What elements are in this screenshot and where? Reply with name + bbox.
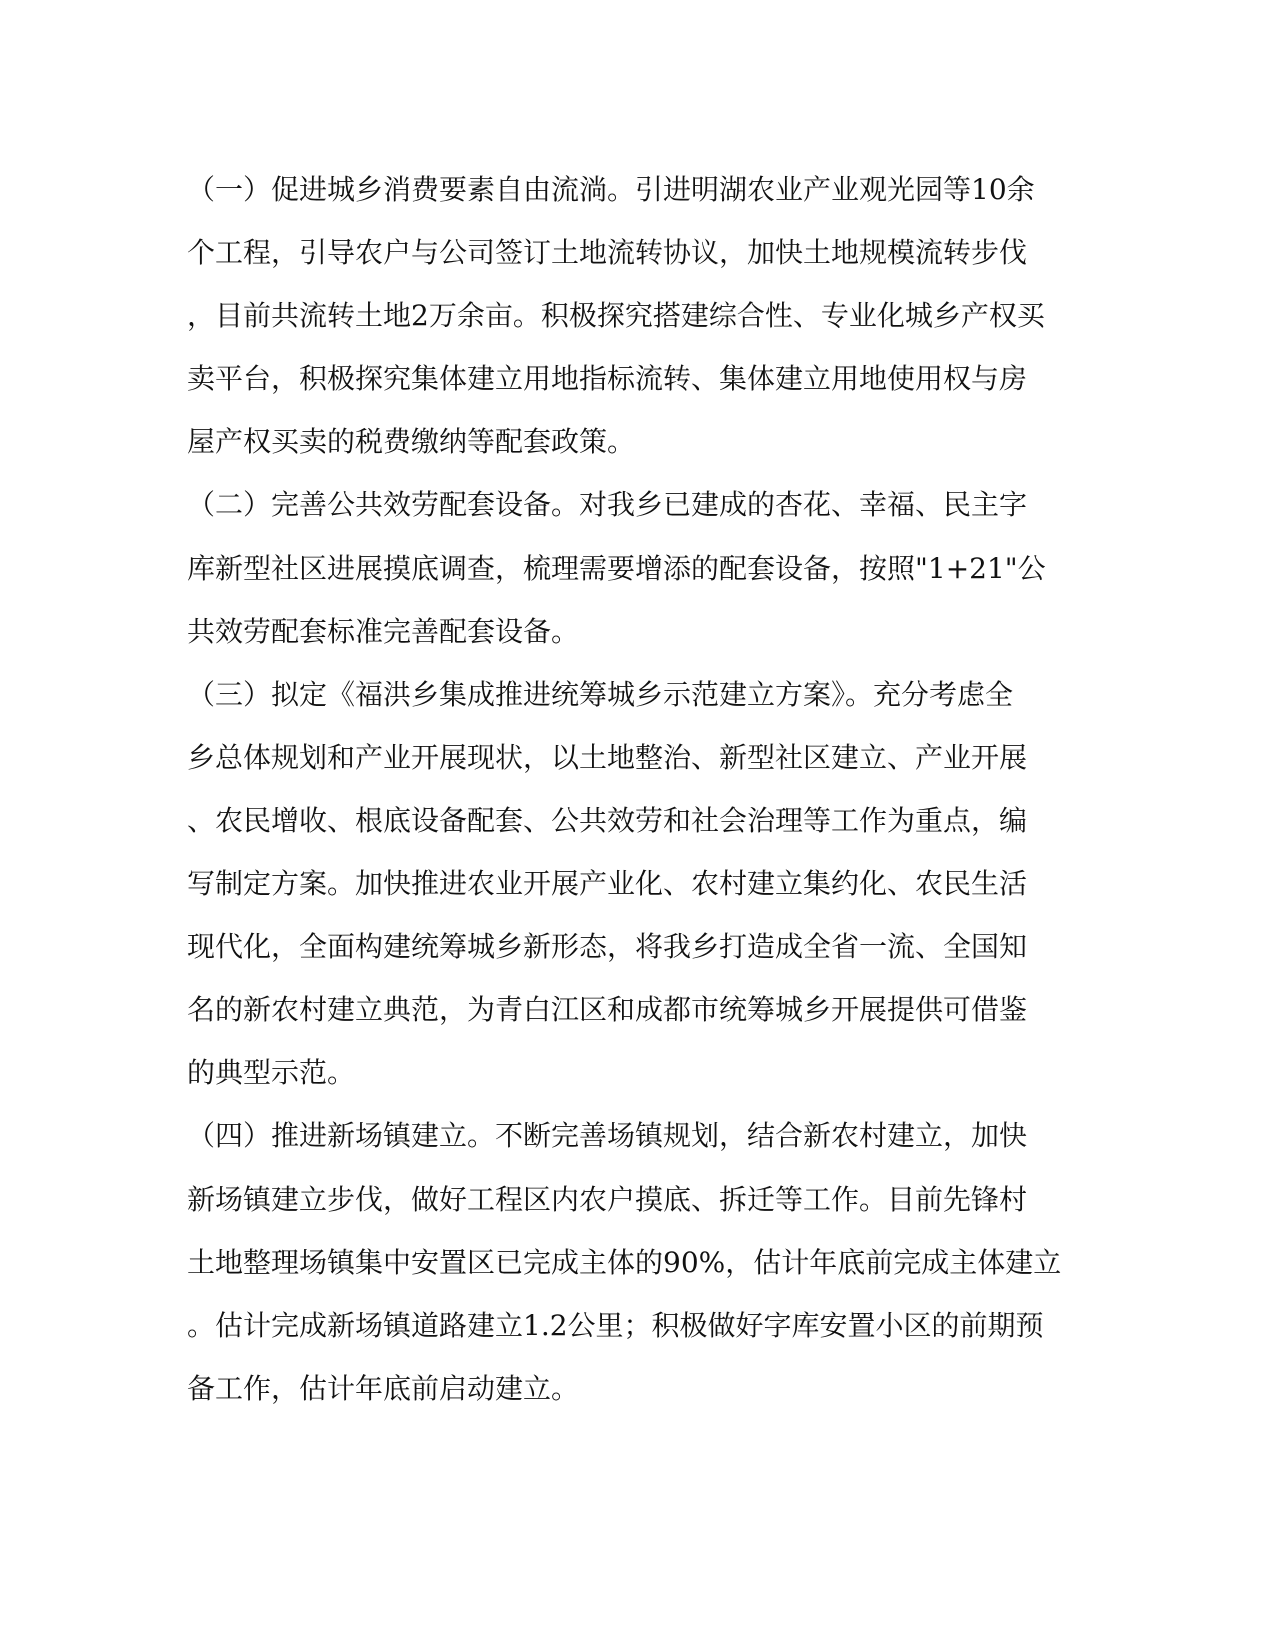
text-line: 的典型示范。 <box>187 1056 356 1090</box>
document-body <box>187 158 1087 1420</box>
text-line: 写制定方案。加快推进农业开展产业化、农村建立集约化、农民生活 <box>187 867 1028 901</box>
text-line: （二）完善公共效劳配套设备。对我乡已建成的杏花、幸福、民主字 <box>187 488 1028 522</box>
text-line: ，目前共流转土地2万余亩。积极探究搭建综合性、专业化城乡产权买 <box>187 299 1045 333</box>
paragraph-3 <box>187 663 1087 1105</box>
text-line: （一）促进城乡消费要素自由流淌。引进明湖农业产业观光园等10余 <box>187 173 1035 206</box>
text-line: 土地整理场镇集中安置区已完成主体的90%，估计年底前完成主体建立 <box>187 1245 1062 1279</box>
text-line: 屋产权买卖的税费缴纳等配套政策。 <box>187 425 636 459</box>
text-line: 现代化，全面构建统筹城乡新形态，将我乡打造成全省一流、全国知 <box>187 930 1028 964</box>
text-line: 库新型社区进展摸底调查，梳理需要增添的配套设备，按照"1+21"公 <box>187 551 1046 585</box>
text-line: 新场镇建立步伐，做好工程区内农户摸底、拆迁等工作。目前先锋村 <box>187 1182 1028 1216</box>
text-line: （三）拟定《福洪乡集成推进统筹城乡示范建立方案》。充分考虑全 <box>187 677 1014 711</box>
text-line: 。估计完成新场镇道路建立1.2公里；积极做好字库安置小区的前期预 <box>187 1308 1044 1342</box>
text-line: （四）推进新场镇建立。不断完善场镇规划，结合新农村建立，加快 <box>187 1119 1028 1153</box>
text-line: 卖平台，积极探究集体建立用地指标流转、集体建立用地使用权与房 <box>187 362 1028 396</box>
text-line: 备工作，估计年底前启动建立。 <box>187 1371 580 1405</box>
text-line: 个工程，引导农户与公司签订土地流转协议，加快土地规模流转步伐 <box>187 236 1028 270</box>
paragraph-4 <box>187 1104 1087 1419</box>
paragraph-1 <box>187 158 1087 473</box>
text-line: 、农民增收、根底设备配套、公共效劳和社会治理等工作为重点，编 <box>187 803 1028 837</box>
text-line: 共效劳配套标准完善配套设备。 <box>187 614 580 648</box>
text-line: 乡总体规划和产业开展现状，以土地整治、新型社区建立、产业开展 <box>187 740 1028 774</box>
paragraph-2 <box>187 473 1087 662</box>
text-line: 名的新农村建立典范，为青白江区和成都市统筹城乡开展提供可借鉴 <box>187 993 1028 1027</box>
